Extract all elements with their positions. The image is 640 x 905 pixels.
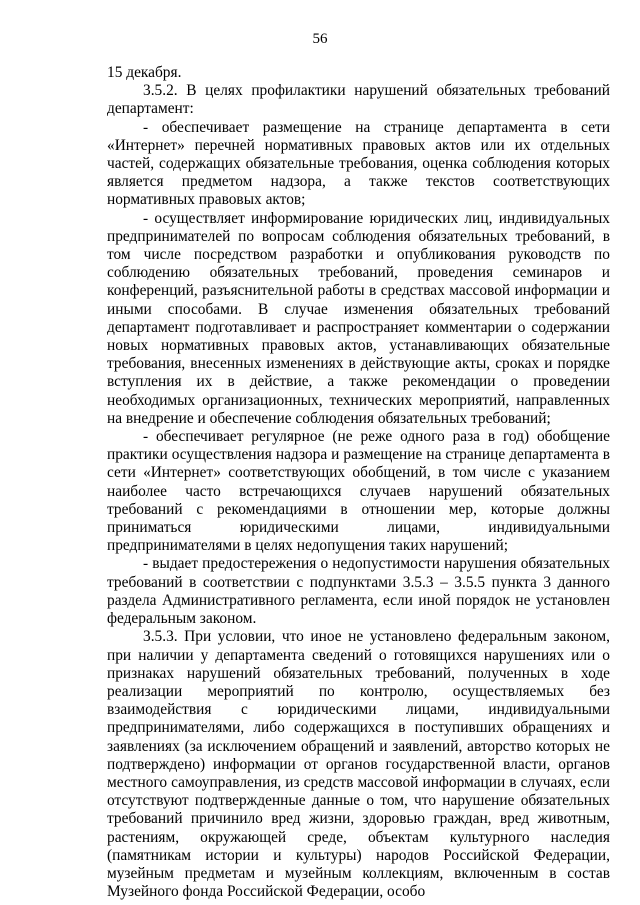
paragraph: 3.5.3. При условии, что иное не установлено федеральным законом, при наличии у департамента сведений о готовящихся нарушениях или о признаках нарушений обязательных требований, полученных в ходе реализации мероприятий по контролю, осуществляемых без взаимодействия с юридическими лицами, индивидуальными предпринимателями, либо содержащихся в поступивших обращениях и заявлениях (за исключением обращений и заявлений, авторство которых не подтверждено) информации от органов государственной власти, органов местного самоуправления, из средств массовой информации в случаях, если отсутствуют подтвержденные данные о том, что нарушение обязательных требований причинило вред жизни, здоровью граждан, вред животным, растениям, окружающей среде, объектам культурного наследия (памятникам истории и культуры) народов Российской Федерации, музейным предметам и музейным коллекциям, включенным в состав Музейного фонда Российской Федерации, особо bbox=[107, 628, 610, 901]
paragraph: - обеспечивает регулярное (не реже одного раза в год) обобщение практики осуществления надзора и размещение на странице департамента в сети «Интернет» соответствующих обобщений, в том числе с указанием наиболее часто встречающихся случаев нарушений обязательных требований с рекомендациями в отношении мер, которые должны приниматься юридическими лицами, индивидуальными предпринимателями в целях недопущения таких нарушений; bbox=[107, 428, 610, 555]
paragraph: - выдает предостережения о недопустимости нарушения обязательных требований в соответствии с подпунктами 3.5.3 – 3.5.5 пункта 3 данного раздела Административного регламента, если иной порядок не установлен федеральным законом. bbox=[107, 555, 610, 628]
document-body bbox=[107, 64, 610, 901]
paragraph: - осуществляет информирование юридических лиц, индивидуальных предпринимателей по вопросам соблюдения обязательных требований, в том числе посредством разработки и опубликования руководств по соблюдению обязательных требований, проведения семинаров и конференций, разъяснительной работы в средствах массовой информации и иными способами. В случае изменения обязательных требований департамент подготавливает и распространяет комментарии о содержании новых нормативных правовых актов, устанавливающих обязательные требования, внесенных изменениях в действующие акты, сроках и порядке вступления их в действие, а также рекомендации о проведении необходимых организационных, технических мероприятий, направленных на внедрение и обеспечение соблюдения обязательных требований; bbox=[107, 209, 610, 427]
paragraph: - обеспечивает размещение на странице департамента в сети «Интернет» перечней нормативных правовых актов или их отдельных частей, содержащих обязательные требования, оценка соблюдения которых является предметом надзора, а также текстов соответствующих нормативных правовых актов; bbox=[107, 118, 610, 209]
paragraph: 3.5.2. В целях профилактики нарушений обязательных требований департамент: bbox=[107, 82, 610, 118]
paragraph: 15 декабря. bbox=[107, 64, 182, 81]
page-number: 56 bbox=[312, 31, 328, 47]
